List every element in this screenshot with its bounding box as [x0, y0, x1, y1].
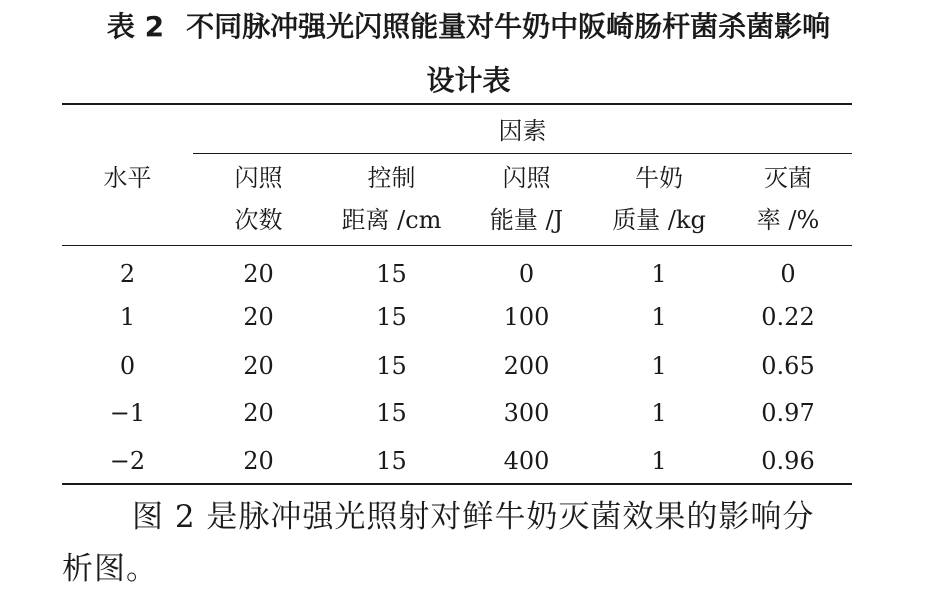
column-header-flash-count [193, 163, 324, 235]
caption-title: 不同脉冲强光闪照能量对牛奶中阪崎肠杆菌杀菌影响 [186, 10, 831, 43]
table-cell: 0.96 [761, 447, 815, 475]
table-cell: 400 [503, 447, 550, 475]
body-paragraph-line2: 析图。 [62, 551, 158, 587]
caption-title-line2: 设计表 [426, 64, 511, 97]
table-cell: 1 [651, 352, 667, 380]
body-paragraph-line1: 图 2 是脉冲强光照射对鲜牛奶灭菌效果的影响分 [132, 499, 815, 535]
table-cell: 0.97 [761, 399, 815, 427]
table-cell: 0.65 [761, 352, 815, 380]
table-cell: 20 [243, 447, 274, 475]
column-header-line1: 牛奶 [635, 164, 683, 192]
table-cell: 20 [243, 352, 274, 380]
table-cell: 0 [119, 352, 136, 380]
table-row [0, 446, 937, 486]
table-top-rule [62, 103, 852, 105]
table-cell: 2 [119, 260, 136, 288]
table-cell: 1 [651, 399, 667, 427]
table-cell: −1 [109, 399, 146, 427]
column-header-sterilization-rate [724, 163, 852, 235]
column-header-line2: 能量 /J [489, 206, 564, 234]
table-cell: 0 [780, 260, 796, 288]
table-cell: 1 [119, 303, 136, 331]
table-cell: 200 [503, 352, 550, 380]
factor-rule [193, 153, 852, 154]
column-header-line2: 率 /% [756, 206, 820, 234]
column-header-line1: 灭菌 [764, 164, 812, 192]
factor-header: 因素 [498, 117, 547, 145]
table-cell: −2 [109, 447, 146, 475]
level-header: 水平 [103, 164, 152, 192]
table-cell: 300 [503, 399, 550, 427]
column-header-control-distance [324, 163, 459, 235]
table-cell: 15 [376, 352, 407, 380]
table-cell: 15 [376, 303, 407, 331]
table-cell: 0.22 [761, 303, 815, 331]
table-cell: 20 [243, 260, 274, 288]
table-cell: 100 [503, 303, 550, 331]
column-header-line1: 闪照 [502, 164, 551, 192]
column-header-line2: 质量 /kg [612, 206, 706, 234]
table-cell: 1 [651, 447, 667, 475]
header-rule [62, 245, 852, 246]
column-header-milk-mass [594, 163, 724, 235]
column-header-line2: 距离 /cm [341, 206, 442, 234]
table-row [0, 351, 937, 391]
table-cell: 15 [376, 260, 407, 288]
table-cell: 1 [651, 303, 667, 331]
table-cell: 15 [376, 399, 407, 427]
column-header-line2: 次数 [234, 206, 283, 234]
table-cell: 0 [518, 260, 535, 288]
column-header-flash-energy [459, 163, 594, 235]
table-bottom-rule [62, 483, 852, 485]
table-row [0, 398, 937, 438]
caption-number: 表 2 [106, 10, 165, 43]
table-row [0, 302, 937, 342]
column-header-line1: 闪照 [234, 164, 283, 192]
column-header-line1: 控制 [367, 164, 416, 192]
caption-title-line1 [0, 10, 937, 44]
table-cell: 15 [376, 447, 407, 475]
table-cell: 20 [243, 303, 274, 331]
table-cell: 20 [243, 399, 274, 427]
table-cell: 1 [651, 260, 667, 288]
table-row [0, 259, 937, 299]
